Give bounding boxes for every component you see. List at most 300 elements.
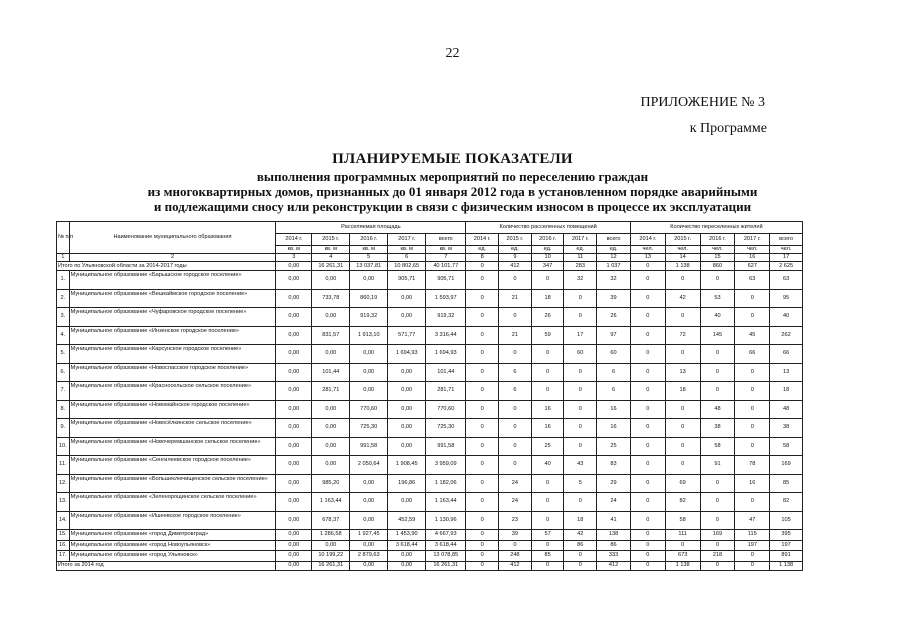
header-year: 2015 г.	[665, 234, 700, 246]
table-row	[57, 271, 803, 290]
value-cell: 0	[630, 363, 665, 382]
value-cell: 0	[630, 308, 665, 327]
municipality-name: Муниципальное образование «Зеленорощинское сельское поселение»	[69, 493, 276, 512]
value-cell: 725,30	[426, 419, 466, 438]
value-cell: 0	[531, 345, 564, 364]
value-cell: 72	[665, 326, 700, 345]
value-cell: 891	[770, 551, 803, 562]
header-year: 2015 г.	[499, 234, 532, 246]
value-cell: 0,00	[312, 308, 350, 327]
footer-cell: 0,00	[350, 561, 388, 570]
value-cell: 0,00	[276, 419, 312, 438]
value-cell: 0	[499, 437, 532, 456]
value-cell: 0	[564, 382, 597, 401]
value-cell: 6	[597, 363, 631, 382]
total-row	[57, 262, 803, 271]
value-cell: 0,00	[312, 345, 350, 364]
municipality-name: Муниципальное образование «город Димитровград»	[69, 530, 276, 541]
document-title: ПЛАНИРУЕМЫЕ ПОКАЗАТЕЛИ	[332, 151, 573, 167]
value-cell: 18	[770, 382, 803, 401]
value-cell: 0	[665, 308, 700, 327]
table-row	[57, 400, 803, 419]
header-year: 2014 г.	[466, 234, 499, 246]
header-year: 2016 г.	[700, 234, 735, 246]
value-cell: 60	[564, 345, 597, 364]
subtitle-line-1: выполнения программных мероприятий по переселению граждан	[256, 169, 649, 184]
value-cell: 0	[700, 493, 735, 512]
value-cell: 26	[597, 308, 631, 327]
value-cell: 0	[630, 271, 665, 290]
value-cell: 831,57	[312, 326, 350, 345]
value-cell: 0,00	[350, 540, 388, 551]
footer-cell: 412	[499, 561, 532, 570]
value-cell: 0,00	[276, 382, 312, 401]
row-number: 10.	[57, 437, 70, 456]
header-year: 2014 г.	[630, 234, 665, 246]
value-cell: 4 667,93	[426, 530, 466, 541]
total-cell: 10 802,65	[388, 262, 426, 271]
value-cell: 0,00	[312, 456, 350, 475]
total-cell: 13 037,81	[350, 262, 388, 271]
value-cell: 1 130,96	[426, 511, 466, 530]
value-cell: 26	[531, 308, 564, 327]
column-number: 5	[350, 254, 388, 262]
value-cell: 1 694,93	[388, 345, 426, 364]
header-unit: чел.	[665, 246, 700, 254]
header-unit: чел.	[630, 246, 665, 254]
header-year: 2016 г.	[350, 234, 388, 246]
value-cell: 115	[735, 530, 770, 541]
value-cell: 0,00	[276, 511, 312, 530]
column-number: 11	[564, 254, 597, 262]
row-number: 11.	[57, 456, 70, 475]
value-cell: 0	[630, 540, 665, 551]
column-number: 4	[312, 254, 350, 262]
footer-cell: 0	[700, 561, 735, 570]
table-row	[57, 326, 803, 345]
value-cell: 3 959,09	[426, 456, 466, 475]
value-cell: 111	[665, 530, 700, 541]
value-cell: 105	[770, 511, 803, 530]
value-cell: 770,60	[426, 400, 466, 419]
value-cell: 0,00	[388, 400, 426, 419]
value-cell: 0	[665, 540, 700, 551]
value-cell: 0	[531, 511, 564, 530]
value-cell: 18	[531, 289, 564, 308]
value-cell: 0,00	[276, 551, 312, 562]
value-cell: 17	[564, 326, 597, 345]
footer-cell: 0	[630, 561, 665, 570]
table-row	[57, 456, 803, 475]
row-number: 9.	[57, 419, 70, 438]
municipality-name: Муниципальное образование «город Новоульяновск»	[69, 540, 276, 551]
footer-cell: 0	[564, 561, 597, 570]
municipality-name: Муниципальное образование «Инзенское городское поселение»	[69, 326, 276, 345]
table-row	[57, 493, 803, 512]
header-year: 2017 г.	[564, 234, 597, 246]
total-cell: 0	[630, 262, 665, 271]
value-cell: 16	[735, 474, 770, 493]
municipality-name: Муниципальное образование «Карсунское городское поселение»	[69, 345, 276, 364]
header-year: 2017 г.	[388, 234, 426, 246]
value-cell: 860,19	[350, 289, 388, 308]
value-cell: 985,20	[312, 474, 350, 493]
value-cell: 0	[531, 363, 564, 382]
value-cell: 13	[770, 363, 803, 382]
value-cell: 0	[466, 419, 499, 438]
column-number: 1	[57, 254, 70, 262]
value-cell: 0,00	[276, 308, 312, 327]
header-unit: кв. м	[350, 246, 388, 254]
municipality-name: Муниципальное образование «Сенгилеевское городское поселение»	[69, 456, 276, 475]
value-cell: 40	[770, 308, 803, 327]
value-cell: 0	[665, 456, 700, 475]
value-cell: 58	[665, 511, 700, 530]
value-cell: 0	[630, 530, 665, 541]
row-number: 16.	[57, 540, 70, 551]
value-cell: 0	[499, 456, 532, 475]
indicators-table	[56, 221, 803, 571]
value-cell: 60	[597, 345, 631, 364]
total-cell: 40 101,77	[426, 262, 466, 271]
row-number: 5.	[57, 345, 70, 364]
value-cell: 452,59	[388, 511, 426, 530]
value-cell: 0	[466, 474, 499, 493]
value-cell: 1 593,97	[426, 289, 466, 308]
footer-cell: 412	[597, 561, 631, 570]
value-cell: 0,00	[350, 493, 388, 512]
value-cell: 0,00	[388, 493, 426, 512]
header-year: всего	[426, 234, 466, 246]
value-cell: 0	[735, 493, 770, 512]
row-number: 1.	[57, 271, 70, 290]
value-cell: 919,32	[426, 308, 466, 327]
value-cell: 13 078,85	[426, 551, 466, 562]
value-cell: 45	[735, 326, 770, 345]
value-cell: 97	[597, 326, 631, 345]
table-row	[57, 289, 803, 308]
header-unit: ед.	[564, 246, 597, 254]
value-cell: 86	[564, 540, 597, 551]
value-cell: 101,44	[312, 363, 350, 382]
value-cell: 6	[499, 363, 532, 382]
total-cell: 2 625	[770, 262, 803, 271]
value-cell: 0,00	[276, 271, 312, 290]
value-cell: 0	[630, 456, 665, 475]
total-cell: 0,00	[276, 262, 312, 271]
value-cell: 673	[665, 551, 700, 562]
header-year: всего	[770, 234, 803, 246]
value-cell: 10 199,22	[312, 551, 350, 562]
header-name: Наименование муниципального образования	[69, 222, 276, 254]
table-row	[57, 345, 803, 364]
column-number: 13	[630, 254, 665, 262]
value-cell: 0,00	[312, 419, 350, 438]
value-cell: 16	[597, 400, 631, 419]
footer-cell: 0	[735, 561, 770, 570]
value-cell: 24	[597, 493, 631, 512]
value-cell: 3 618,44	[426, 540, 466, 551]
value-cell: 59	[531, 326, 564, 345]
value-cell: 0	[531, 493, 564, 512]
header-unit: кв. м	[426, 246, 466, 254]
total-cell: 412	[499, 262, 532, 271]
value-cell: 0,00	[388, 551, 426, 562]
value-cell: 58	[770, 437, 803, 456]
table-body	[57, 262, 803, 571]
total-cell: 627	[735, 262, 770, 271]
footer-cell: 1 138	[665, 561, 700, 570]
value-cell: 57	[531, 530, 564, 541]
table-row	[57, 540, 803, 551]
value-cell: 0,00	[276, 437, 312, 456]
value-cell: 0,00	[388, 419, 426, 438]
value-cell: 262	[770, 326, 803, 345]
value-cell: 85	[770, 474, 803, 493]
value-cell: 725,30	[350, 419, 388, 438]
value-cell: 78	[735, 456, 770, 475]
row-number: 7.	[57, 382, 70, 401]
value-cell: 63	[735, 271, 770, 290]
value-cell: 16	[531, 419, 564, 438]
value-cell: 0	[466, 289, 499, 308]
table-row	[57, 530, 803, 541]
value-cell: 0	[665, 271, 700, 290]
value-cell: 0	[735, 419, 770, 438]
header-group-people: Количество переселенных жителей	[630, 222, 802, 234]
value-cell: 0	[735, 363, 770, 382]
value-cell: 0	[531, 540, 564, 551]
value-cell: 0,00	[276, 540, 312, 551]
value-cell: 0	[630, 551, 665, 562]
value-cell: 6	[597, 382, 631, 401]
value-cell: 991,58	[426, 437, 466, 456]
value-cell: 0	[630, 493, 665, 512]
value-cell: 0	[700, 474, 735, 493]
header-unit: чел.	[735, 246, 770, 254]
municipality-name: Муниципальное образование «Барышское городское поселение»	[69, 271, 276, 290]
footer-cell: 16 261,31	[426, 561, 466, 570]
value-cell: 42	[665, 289, 700, 308]
value-cell: 0,00	[312, 400, 350, 419]
value-cell: 0,00	[350, 382, 388, 401]
subtitle-line-3: и подлежащими сносу или реконструкции в связи с физическим износом в процессе их эксплуатации	[153, 199, 752, 214]
table-row	[57, 437, 803, 456]
value-cell: 25	[531, 437, 564, 456]
row-number: 14.	[57, 511, 70, 530]
value-cell: 53	[700, 289, 735, 308]
header-unit: кв. м	[276, 246, 312, 254]
value-cell: 0	[735, 437, 770, 456]
value-cell: 0	[531, 271, 564, 290]
appendix-label: ПРИЛОЖЕНИЕ № 3	[640, 95, 765, 110]
value-cell: 0	[466, 363, 499, 382]
footer-cell: 16 261,31	[312, 561, 350, 570]
row-number: 3.	[57, 308, 70, 327]
column-number: 3	[276, 254, 312, 262]
value-cell: 16	[531, 400, 564, 419]
header-group-area: Расселяемая площадь	[276, 222, 466, 234]
municipality-name: Муниципальное образование «Большеключищенское сельское поселение»	[69, 474, 276, 493]
total-row-label: Итого по Ульяновской области за 2014-2017 годы	[57, 262, 276, 271]
value-cell: 281,71	[312, 382, 350, 401]
value-cell: 63	[770, 271, 803, 290]
value-cell: 48	[700, 400, 735, 419]
value-cell: 0	[466, 437, 499, 456]
value-cell: 0	[466, 493, 499, 512]
value-cell: 0	[466, 540, 499, 551]
value-cell: 23	[499, 511, 532, 530]
value-cell: 0	[466, 456, 499, 475]
value-cell: 0	[564, 363, 597, 382]
row-number: 12.	[57, 474, 70, 493]
value-cell: 0	[499, 540, 532, 551]
value-cell: 32	[564, 271, 597, 290]
table-row	[57, 308, 803, 327]
value-cell: 0	[700, 511, 735, 530]
value-cell: 0,00	[276, 345, 312, 364]
value-cell: 0,00	[388, 363, 426, 382]
value-cell: 40	[700, 308, 735, 327]
header-year: 2017 г.	[735, 234, 770, 246]
value-cell: 5	[564, 474, 597, 493]
value-cell: 24	[499, 474, 532, 493]
municipality-name: Муниципальное образование «Вешкаймское городское поселение»	[69, 289, 276, 308]
header-year: 2015 г.	[312, 234, 350, 246]
value-cell: 91	[700, 456, 735, 475]
footer-cell: 1 138	[770, 561, 803, 570]
value-cell: 0	[630, 474, 665, 493]
value-cell: 0	[564, 493, 597, 512]
header-year: всего	[597, 234, 631, 246]
row-number: 4.	[57, 326, 70, 345]
value-cell: 2 050,64	[350, 456, 388, 475]
value-cell: 0	[564, 308, 597, 327]
municipality-name: Муниципальное образование «Чуфаровское городское поселение»	[69, 308, 276, 327]
value-cell: 919,32	[350, 308, 388, 327]
footer-cell: 0,00	[388, 561, 426, 570]
value-cell: 0	[466, 551, 499, 562]
value-cell: 0	[564, 289, 597, 308]
value-cell: 0	[735, 289, 770, 308]
value-cell: 218	[700, 551, 735, 562]
value-cell: 395	[770, 530, 803, 541]
value-cell: 0,00	[350, 271, 388, 290]
value-cell: 42	[564, 530, 597, 541]
value-cell: 0,00	[276, 289, 312, 308]
value-cell: 0	[735, 382, 770, 401]
value-cell: 0	[700, 271, 735, 290]
value-cell: 40	[531, 456, 564, 475]
value-cell: 0	[665, 437, 700, 456]
value-cell: 1 286,58	[312, 530, 350, 541]
value-cell: 0	[499, 345, 532, 364]
value-cell: 0,00	[388, 382, 426, 401]
municipality-name: Муниципальное образование «Ишеевское городское поселение»	[69, 511, 276, 530]
value-cell: 733,78	[312, 289, 350, 308]
column-numbers-row	[57, 254, 803, 262]
value-cell: 0,00	[312, 540, 350, 551]
value-cell: 0	[665, 419, 700, 438]
column-number: 12	[597, 254, 631, 262]
value-cell: 3 316,44	[426, 326, 466, 345]
table-row	[57, 551, 803, 562]
footer-cell: 0,00	[276, 561, 312, 570]
value-cell: 58	[700, 437, 735, 456]
value-cell: 25	[597, 437, 631, 456]
value-cell: 0	[630, 326, 665, 345]
column-number: 16	[735, 254, 770, 262]
header-year: 2014 г.	[276, 234, 312, 246]
value-cell: 21	[499, 326, 532, 345]
value-cell: 38	[770, 419, 803, 438]
column-number: 15	[700, 254, 735, 262]
value-cell: 0	[630, 511, 665, 530]
header-group-rooms: Количество расселенных помещений	[466, 222, 631, 234]
municipality-name: Муниципальное образование «город Ульяновск»	[69, 551, 276, 562]
value-cell: 47	[735, 511, 770, 530]
value-cell: 138	[597, 530, 631, 541]
value-cell: 0	[466, 382, 499, 401]
page-number: 22	[445, 46, 460, 61]
value-cell: 0,00	[388, 437, 426, 456]
row-number: 13.	[57, 493, 70, 512]
value-cell: 197	[770, 540, 803, 551]
value-cell: 145	[700, 326, 735, 345]
value-cell: 41	[597, 511, 631, 530]
table-row	[57, 363, 803, 382]
value-cell: 0	[466, 326, 499, 345]
value-cell: 905,71	[388, 271, 426, 290]
value-cell: 0,00	[276, 474, 312, 493]
value-cell: 2 879,63	[350, 551, 388, 562]
value-cell: 0	[665, 345, 700, 364]
value-cell: 95	[770, 289, 803, 308]
row-number: 6.	[57, 363, 70, 382]
header-unit: ед.	[531, 246, 564, 254]
total-cell: 16 261,31	[312, 262, 350, 271]
header-no: № п/п	[57, 222, 70, 254]
value-cell: 333	[597, 551, 631, 562]
value-cell: 1 927,45	[350, 530, 388, 541]
value-cell: 0	[499, 419, 532, 438]
value-cell: 0	[466, 345, 499, 364]
value-cell: 66	[735, 345, 770, 364]
value-cell: 1 908,45	[388, 456, 426, 475]
value-cell: 0	[630, 437, 665, 456]
value-cell: 281,71	[426, 382, 466, 401]
value-cell: 0	[735, 400, 770, 419]
header-unit: чел.	[700, 246, 735, 254]
value-cell: 0	[564, 551, 597, 562]
value-cell: 21	[499, 289, 532, 308]
value-cell: 3 618,44	[388, 540, 426, 551]
value-cell: 0	[700, 382, 735, 401]
table-row	[57, 474, 803, 493]
value-cell: 0,00	[350, 511, 388, 530]
value-cell: 29	[597, 474, 631, 493]
value-cell: 0	[466, 511, 499, 530]
table-row	[57, 419, 803, 438]
municipality-name: Муниципальное образование «Новосёлкинское сельское поселение»	[69, 419, 276, 438]
column-number: 14	[665, 254, 700, 262]
total-cell: 0	[466, 262, 499, 271]
value-cell: 0	[564, 400, 597, 419]
value-cell: 82	[665, 493, 700, 512]
value-cell: 1 163,44	[426, 493, 466, 512]
value-cell: 0	[630, 400, 665, 419]
footer-row-label: Итого за 2014 год	[57, 561, 276, 570]
